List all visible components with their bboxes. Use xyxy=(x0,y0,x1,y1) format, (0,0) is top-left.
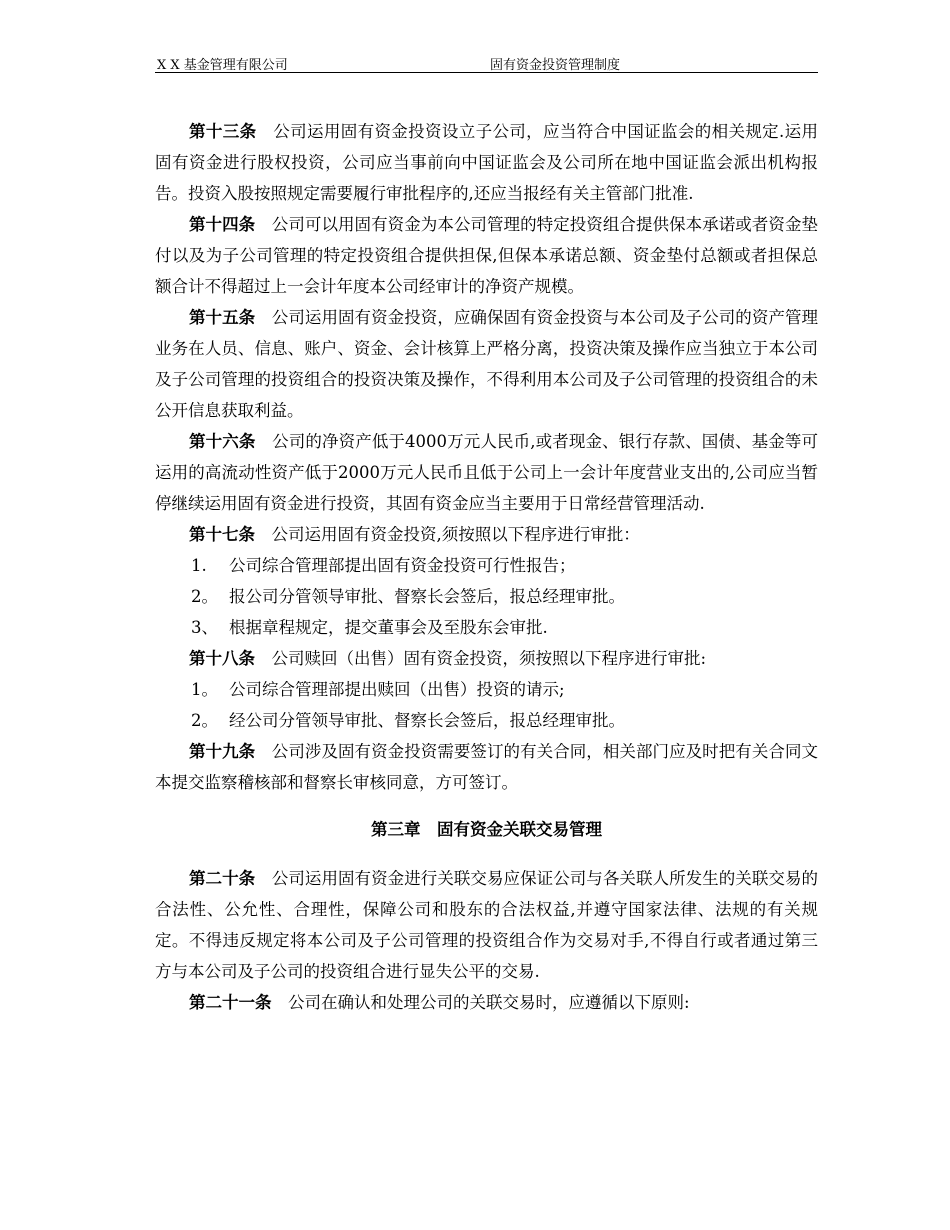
article-14 xyxy=(155,209,818,302)
list-item-text: 经公司分管领导审批、督察长会签后，报总经理审批。 xyxy=(229,711,625,730)
header-company: X X 基金管理有限公司 xyxy=(157,58,288,73)
header-doc-title: 固有资金投资管理制度 xyxy=(490,58,621,73)
article-text: 公司在确认和处理公司的关联交易时，应遵循以下原则: xyxy=(288,993,690,1012)
list-item-text: 根据章程规定，提交董事会及至股东会审批. xyxy=(229,618,548,637)
article-15 xyxy=(155,302,818,426)
article-label: 第十九条 xyxy=(189,742,256,761)
list-item xyxy=(155,674,818,705)
article-18 xyxy=(155,643,818,674)
article-19 xyxy=(155,736,818,798)
article-text: 公司的净资产低于4000万元人民币,或者现金、银行存款、国债、基金等可运用的高流动性资产低于2000万元人民币且低于公司上一会计年度营业支出的,公司应当暂停继续运用固有资金进行投资，其固有资金应当主要用于日常经营管理活动. xyxy=(155,432,819,513)
list-item xyxy=(155,705,818,736)
list-item-number: 3、 xyxy=(191,618,218,637)
article-text: 公司运用固有资金投资设立子公司，应当符合中国证监会的相关规定.运用固有资金进行股权投资，公司应当事前向中国证监会及公司所在地中国证监会派出机构报告。投资入股按照规定需要履行审批程序的,还应当报经有关主管部门批准. xyxy=(155,122,819,203)
article-17 xyxy=(155,519,818,550)
list-item-number: 2。 xyxy=(191,587,218,606)
article-16 xyxy=(155,426,818,519)
chapter-heading: 第三章 固有资金关联交易管理 xyxy=(371,820,602,839)
article-text: 公司赎回（出售）固有资金投资，须按照以下程序进行审批: xyxy=(271,649,707,668)
article-label: 第十五条 xyxy=(189,308,256,327)
article-label: 第十七条 xyxy=(189,525,255,544)
list-item-number: 1。 xyxy=(191,680,218,699)
article-label: 第二十条 xyxy=(189,869,256,888)
article-20 xyxy=(155,863,818,987)
article-text: 公司运用固有资金投资,须按照以下程序进行审批： xyxy=(271,525,640,544)
list-item xyxy=(155,612,818,643)
page-header xyxy=(155,52,818,73)
article-label: 第二十一条 xyxy=(189,993,272,1012)
article-13 xyxy=(155,116,818,209)
article-text: 公司可以用固有资金为本公司管理的特定投资组合提供保本承诺或者资金垫付以及为子公司管理的特定投资组合提供担保,但保本承诺总额、资金垫付总额或者担保总额合计不得超过上一会计年度本公司经审计的净资产规模。 xyxy=(155,215,819,296)
list-item-text: 报公司分管领导审批、督察长会签后，报总经理审批。 xyxy=(229,587,625,606)
article-label: 第十八条 xyxy=(189,649,255,668)
list-item-text: 公司综合管理部提出赎回（出售）投资的请示; xyxy=(229,680,565,699)
list-item xyxy=(155,550,818,581)
article-label: 第十三条 xyxy=(189,122,257,141)
list-item xyxy=(155,581,818,612)
article-label: 第十六条 xyxy=(189,432,256,451)
list-item-number: 2。 xyxy=(191,711,218,730)
article-text: 公司运用固有资金投资，应确保固有资金投资与本公司及子公司的资产管理业务在人员、信息、账户、资金、会计核算上严格分离，投资决策及操作应当独立于本公司及子公司管理的投资组合的投资决策及操作，不得利用本公司及子公司管理的投资组合的未公开信息获取利益。 xyxy=(155,308,819,420)
article-21 xyxy=(155,987,818,1018)
list-item-number: 1. xyxy=(191,556,207,575)
document-body xyxy=(155,116,818,1018)
article-label: 第十四条 xyxy=(189,215,256,234)
article-text: 公司涉及固有资金投资需要签订的有关合同，相关部门应及时把有关合同文本提交监察稽核部和督察长审核同意，方可签订。 xyxy=(155,742,819,792)
article-text: 公司运用固有资金进行关联交易应保证公司与各关联人所发生的关联交易的合法性、公允性、合理性，保障公司和股东的合法权益,并遵守国家法律、法规的有关规定。不得违反规定将本公司及子公司管理的投资组合作为交易对手,不得自行或者通过第三方与本公司及子公司的投资组合进行显失公平的交易. xyxy=(155,869,819,981)
list-item-text: 公司综合管理部提出固有资金投资可行性报告； xyxy=(229,556,576,575)
